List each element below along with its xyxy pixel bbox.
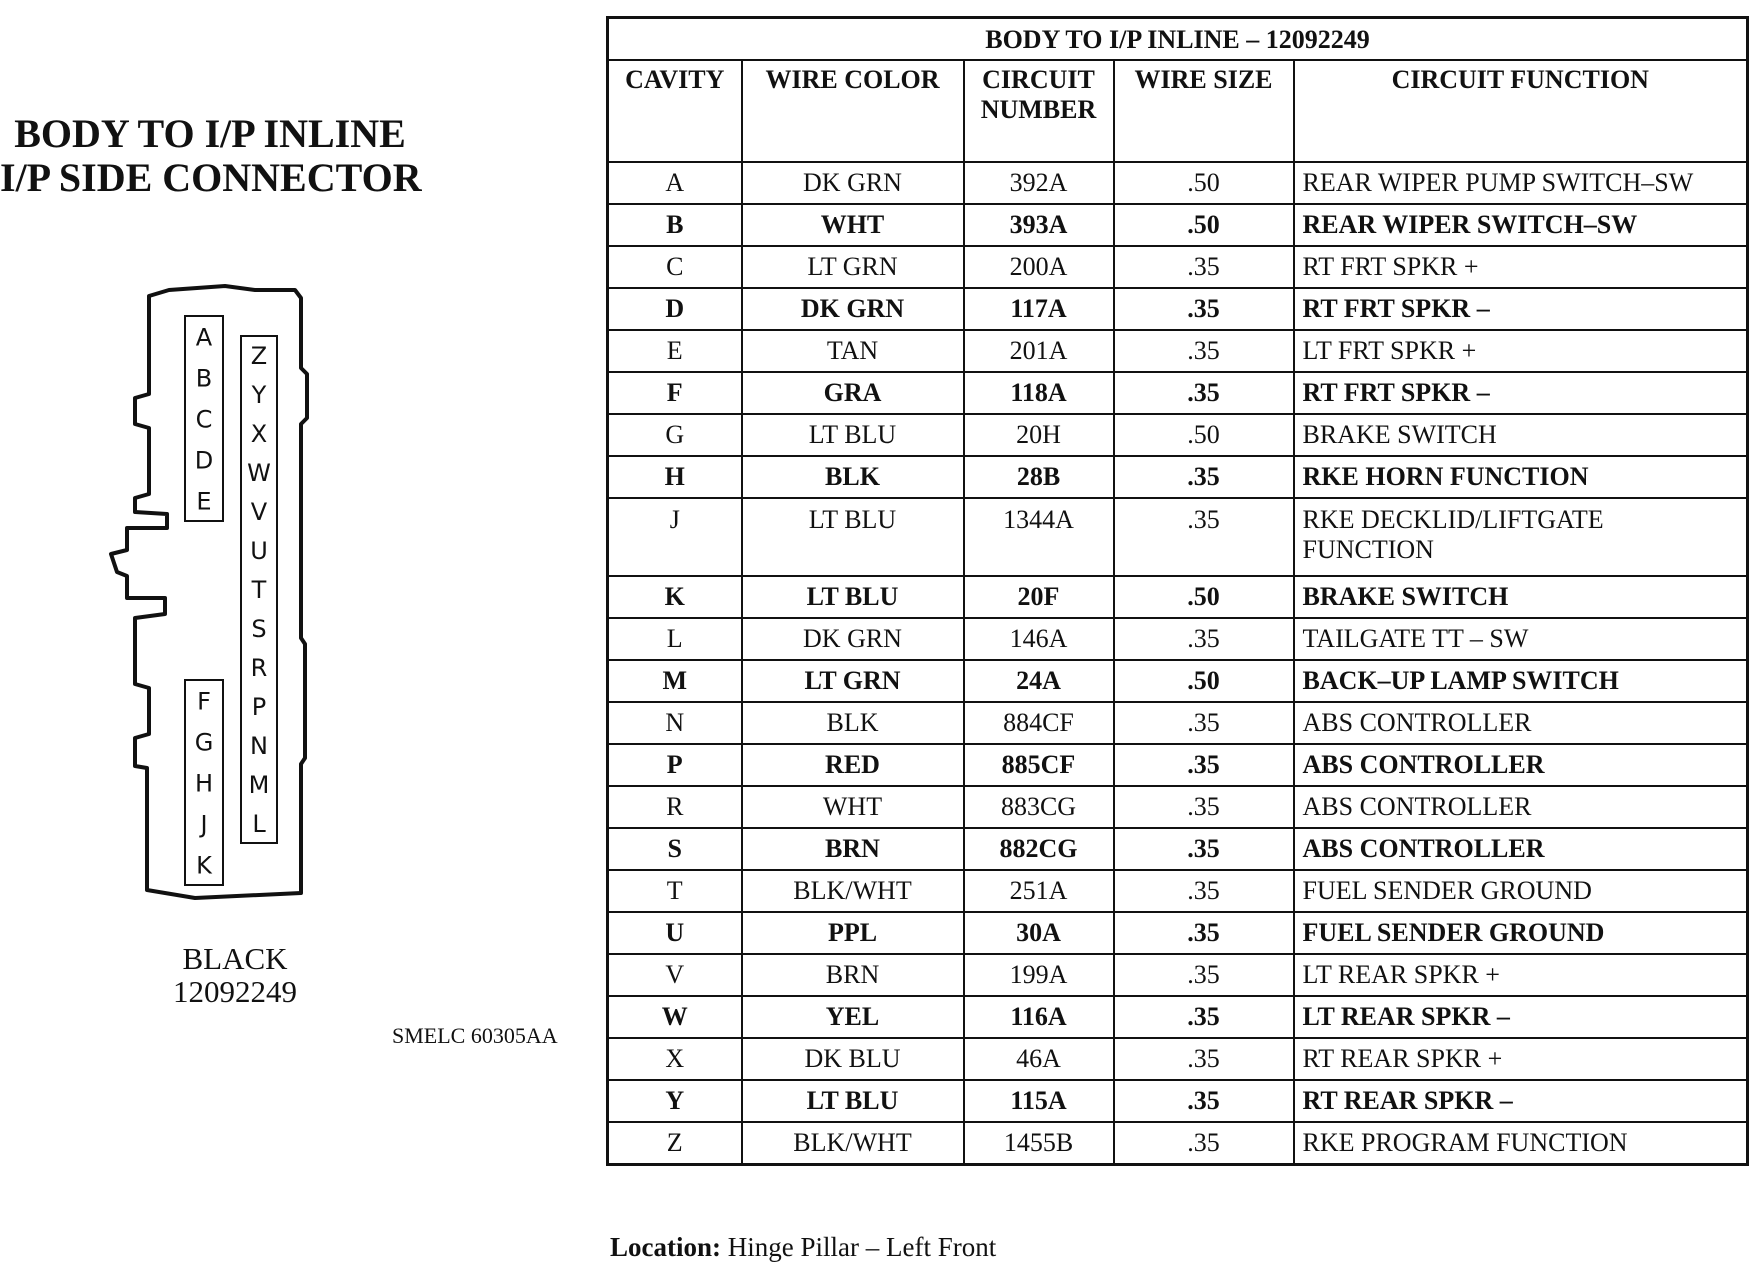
cavity-label-g: G [194,728,214,757]
cell-size: .35 [1114,1122,1294,1165]
cell-cavity: Z [608,1122,742,1165]
cell-size: .35 [1114,330,1294,372]
cell-cavity: N [608,702,742,744]
cell-circuit: 115A [964,1080,1114,1122]
cavity-label-x: X [250,420,268,449]
cell-function: FUEL SENDER GROUND [1294,870,1748,912]
table-row [608,996,1748,1038]
table-row [608,660,1748,702]
cell-circuit: 393A [964,204,1114,246]
table-row [608,1122,1748,1165]
cell-function: LT REAR SPKR + [1294,954,1748,996]
cell-function: ABS CONTROLLER [1294,702,1748,744]
cavity-label-h: H [194,769,214,798]
connector-part-number: 12092249 [173,974,297,1009]
cell-wire-color: BRN [742,828,964,870]
table-title: BODY TO I/P INLINE – 12092249 [608,18,1748,61]
cell-circuit: 201A [964,330,1114,372]
cell-function: ABS CONTROLLER [1294,786,1748,828]
cell-cavity: B [608,204,742,246]
cavity-label-w: W [247,459,271,488]
connector-title [0,112,420,200]
cell-function: BRAKE SWITCH [1294,414,1748,456]
table-row [608,702,1748,744]
cell-cavity: U [608,912,742,954]
cavity-label-t: T [251,576,267,605]
table-row [608,414,1748,456]
cell-function: LT REAR SPKR – [1294,996,1748,1038]
cell-wire-color: DK BLU [742,1038,964,1080]
cell-size: .35 [1114,498,1294,576]
cell-wire-color: WHT [742,786,964,828]
table-row [608,246,1748,288]
cell-cavity: X [608,1038,742,1080]
cell-cavity: V [608,954,742,996]
cell-function: BRAKE SWITCH [1294,576,1748,618]
cavity-label-a: A [195,323,213,352]
cell-size: .35 [1114,246,1294,288]
table-row [608,618,1748,660]
cell-size: .35 [1114,744,1294,786]
cell-cavity: K [608,576,742,618]
cell-circuit: 884CF [964,702,1114,744]
table-row [608,870,1748,912]
cell-size: .50 [1114,576,1294,618]
table-row [608,828,1748,870]
cell-size: .35 [1114,372,1294,414]
cavity-label-f: F [197,687,211,716]
cell-circuit: 146A [964,618,1114,660]
table-row [608,1038,1748,1080]
cavity-label-u: U [250,537,268,566]
cavity-label-c: C [195,405,213,434]
cell-circuit: 882CG [964,828,1114,870]
cell-cavity: S [608,828,742,870]
cell-function: ABS CONTROLLER [1294,828,1748,870]
cell-function: BACK–UP LAMP SWITCH [1294,660,1748,702]
cell-size: .35 [1114,1038,1294,1080]
connector-title-line1: BODY TO I/P INLINE [14,111,406,156]
cavity-label-d: D [194,446,214,475]
cell-function: RT REAR SPKR – [1294,1080,1748,1122]
cavity-label-n: N [250,732,268,761]
cell-function: RKE HORN FUNCTION [1294,456,1748,498]
header-wire-size: WIRE SIZE [1114,60,1294,162]
cavity-label-s: S [251,615,267,644]
cell-wire-color: BLK/WHT [742,870,964,912]
cell-cavity: F [608,372,742,414]
cell-wire-color: LT BLU [742,498,964,576]
cell-size: .50 [1114,414,1294,456]
cavity-label-v: V [250,498,268,527]
cell-size: .50 [1114,162,1294,204]
cavity-label-e: E [196,487,212,516]
cell-circuit: 20F [964,576,1114,618]
cell-wire-color: BLK [742,456,964,498]
cell-size: .35 [1114,1080,1294,1122]
cell-function: FUEL SENDER GROUND [1294,912,1748,954]
cavity-label-l: L [252,810,266,839]
connector-face-drawing [105,278,335,908]
cell-cavity: J [608,498,742,576]
cell-circuit: 30A [964,912,1114,954]
cell-wire-color: DK GRN [742,288,964,330]
cell-size: .35 [1114,786,1294,828]
cell-cavity: C [608,246,742,288]
cell-circuit: 118A [964,372,1114,414]
cell-circuit: 392A [964,162,1114,204]
cavity-label-j: J [200,810,208,839]
cell-wire-color: LT GRN [742,246,964,288]
cell-circuit: 28B [964,456,1114,498]
cell-wire-color: DK GRN [742,162,964,204]
cell-size: .35 [1114,912,1294,954]
cell-size: .35 [1114,456,1294,498]
table-row [608,954,1748,996]
cell-function: LT FRT SPKR + [1294,330,1748,372]
table-row [608,744,1748,786]
table-row [608,162,1748,204]
cell-wire-color: LT GRN [742,660,964,702]
location-note [610,1232,996,1263]
cell-size: .35 [1114,702,1294,744]
cavity-label-p: P [251,693,267,722]
cell-function: RKE DECKLID/LIFTGATE FUNCTION [1294,498,1748,576]
cell-wire-color: BRN [742,954,964,996]
cell-cavity: D [608,288,742,330]
cell-cavity: R [608,786,742,828]
cavity-label-m: M [248,771,270,800]
cell-size: .35 [1114,954,1294,996]
cell-cavity: A [608,162,742,204]
table-row [608,456,1748,498]
cavity-label-r: R [250,654,268,683]
figure-code: SMELC 60305AA [392,1023,558,1048]
cell-size: .35 [1114,828,1294,870]
pinout-table [606,16,1749,1166]
cell-circuit: 200A [964,246,1114,288]
cell-wire-color: DK GRN [742,618,964,660]
cell-circuit: 885CF [964,744,1114,786]
table-row [608,1080,1748,1122]
cell-wire-color: TAN [742,330,964,372]
cell-cavity: G [608,414,742,456]
header-cavity: CAVITY [608,60,742,162]
table-row [608,786,1748,828]
cell-size: .35 [1114,288,1294,330]
cell-function: REAR WIPER PUMP SWITCH–SW [1294,162,1748,204]
table-row [608,576,1748,618]
cell-function: REAR WIPER SWITCH–SW [1294,204,1748,246]
cell-function: RT FRT SPKR – [1294,372,1748,414]
cell-function: RT FRT SPKR – [1294,288,1748,330]
header-circuit-number: CIRCUIT NUMBER [964,60,1114,162]
header-wire-color: WIRE COLOR [742,60,964,162]
cell-function: TAILGATE TT – SW [1294,618,1748,660]
cell-cavity: H [608,456,742,498]
cell-wire-color: LT BLU [742,576,964,618]
cell-function: RKE PROGRAM FUNCTION [1294,1122,1748,1165]
connector-diagram [105,278,335,908]
cell-size: .50 [1114,660,1294,702]
cell-wire-color: BLK/WHT [742,1122,964,1165]
cell-function: RT REAR SPKR + [1294,1038,1748,1080]
cell-circuit: 199A [964,954,1114,996]
table-row [608,372,1748,414]
cell-wire-color: WHT [742,204,964,246]
cell-wire-color: YEL [742,996,964,1038]
cavity-label-z: Z [250,342,268,371]
connector-color-block [140,942,330,1008]
table-row [608,498,1748,576]
connector-title-line2: I/P SIDE CONNECTOR [0,155,422,200]
cell-function: ABS CONTROLLER [1294,744,1748,786]
location-value: Hinge Pillar – Left Front [727,1232,997,1262]
cavity-label-b: B [195,364,213,393]
table-row [608,330,1748,372]
table-row [608,288,1748,330]
cell-size: .35 [1114,618,1294,660]
table-row [608,912,1748,954]
cell-wire-color: BLK [742,702,964,744]
cell-wire-color: GRA [742,372,964,414]
cell-circuit: 46A [964,1038,1114,1080]
cell-cavity: L [608,618,742,660]
cell-wire-color: RED [742,744,964,786]
cell-wire-color: LT BLU [742,414,964,456]
cell-size: .35 [1114,996,1294,1038]
cell-circuit: 883CG [964,786,1114,828]
cell-cavity: T [608,870,742,912]
cell-circuit: 1344A [964,498,1114,576]
cell-circuit: 251A [964,870,1114,912]
location-label: Location: [610,1232,721,1262]
connector-color: BLACK [182,941,288,976]
cell-circuit: 1455B [964,1122,1114,1165]
cell-circuit: 24A [964,660,1114,702]
cavity-label-k: K [196,851,212,880]
cell-circuit: 117A [964,288,1114,330]
cell-wire-color: PPL [742,912,964,954]
cell-cavity: E [608,330,742,372]
table-row [608,204,1748,246]
cell-function: RT FRT SPKR + [1294,246,1748,288]
cell-circuit: 116A [964,996,1114,1038]
header-circuit-function: CIRCUIT FUNCTION [1294,60,1748,162]
cell-cavity: W [608,996,742,1038]
cell-cavity: M [608,660,742,702]
cell-cavity: P [608,744,742,786]
cell-size: .50 [1114,204,1294,246]
cavity-label-y: Y [251,381,267,410]
cell-circuit: 20H [964,414,1114,456]
cell-cavity: Y [608,1080,742,1122]
cell-wire-color: LT BLU [742,1080,964,1122]
cell-size: .35 [1114,870,1294,912]
